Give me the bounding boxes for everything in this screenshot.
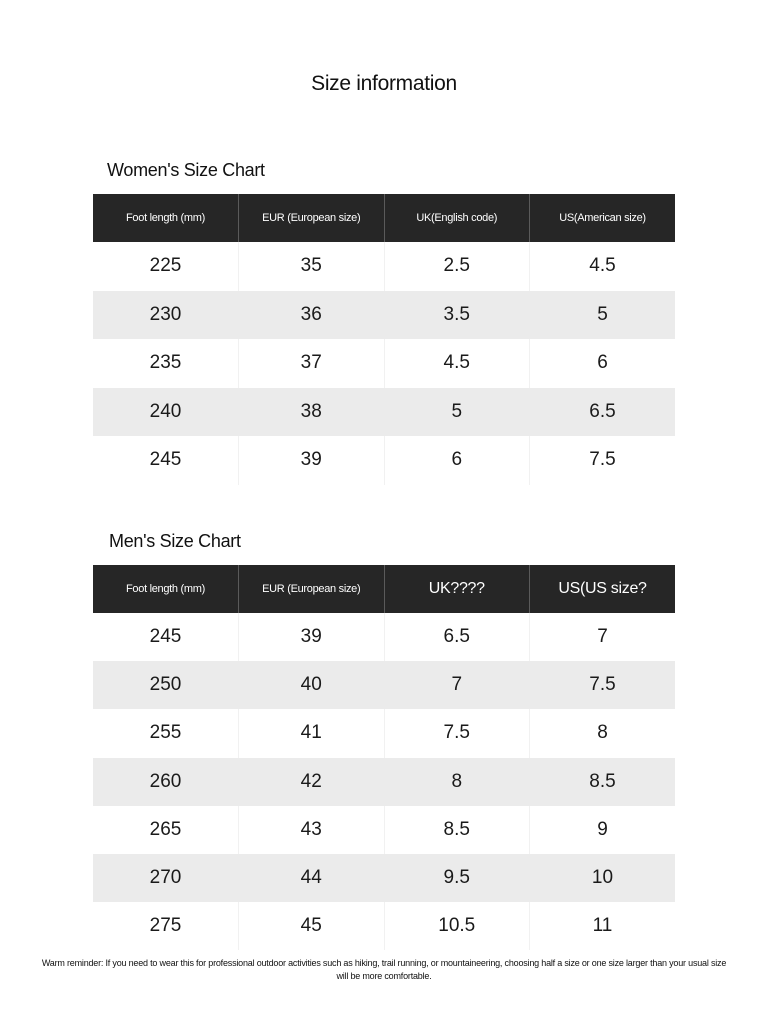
table-cell: 225 <box>149 255 182 277</box>
table-cell: 5 <box>530 291 676 340</box>
mens-size-chart-title: Men's Size Chart <box>109 531 241 551</box>
table-cell: 40 <box>239 661 385 709</box>
header-eur-size: EUR (European size) <box>239 565 385 613</box>
table-cell: 3.5 <box>384 291 530 340</box>
table-cell: 7.5 <box>530 436 676 485</box>
table-row <box>93 854 675 902</box>
header-us-size: US(American size) <box>530 194 676 242</box>
table-cell: 8.5 <box>384 806 530 854</box>
table-cell: 42 <box>239 758 385 806</box>
table-cell: 45 <box>239 902 385 950</box>
table-cell: 270 <box>93 854 239 902</box>
table-cell: 6 <box>530 339 676 388</box>
table-cell: 43 <box>239 806 385 854</box>
table-cell: 8.5 <box>530 758 676 806</box>
table-cell: 10.5 <box>384 902 530 950</box>
table-cell: 7.5 <box>530 661 676 709</box>
table-row <box>93 339 675 388</box>
table-cell: 9.5 <box>384 854 530 902</box>
table-cell: 39 <box>239 613 385 661</box>
table-cell: 7.5 <box>384 709 530 757</box>
table-cell: 4.5 <box>530 242 676 291</box>
table-cell: 37 <box>239 339 385 388</box>
table-cell: 260 <box>93 758 239 806</box>
table-cell: 41 <box>239 709 385 757</box>
table-cell: 4.5 <box>384 339 530 388</box>
header-foot-length: Foot length (mm) <box>93 194 239 242</box>
table-cell: 36 <box>239 291 385 340</box>
table-cell: 245 <box>149 626 182 648</box>
header-eur-size: EUR (European size) <box>239 194 385 242</box>
table-row <box>93 806 675 854</box>
table-cell: 250 <box>93 661 239 709</box>
table-cell: 9 <box>530 806 676 854</box>
warm-reminder-note: Warm reminder: If you need to wear this for professional outdoor activities such as hiking, trail running, or mountaineering, choosing half a size or one size larger than your usual size will be more comfortable. <box>41 958 727 981</box>
womens-size-chart-title: Women's Size Chart <box>107 160 265 180</box>
table-cell: 44 <box>239 854 385 902</box>
header-us-size: US(US size? <box>530 565 676 613</box>
table-row <box>93 613 675 661</box>
table-cell: 2.5 <box>384 242 530 291</box>
table-cell: 11 <box>530 902 676 950</box>
header-uk-size: UK(English code) <box>384 194 530 242</box>
table-cell: 10 <box>530 854 676 902</box>
header-uk-size: UK???? <box>384 565 530 613</box>
mens-size-table <box>93 565 675 950</box>
table-cell: 35 <box>239 242 385 291</box>
table-cell: 39 <box>239 436 385 485</box>
table-cell: 6.5 <box>384 613 530 661</box>
table-row <box>93 388 675 437</box>
table-cell: 230 <box>93 291 239 340</box>
table-cell: 235 <box>149 352 182 374</box>
table-cell: 7 <box>530 613 676 661</box>
table-cell: 7 <box>384 661 530 709</box>
table-cell: 255 <box>149 722 182 744</box>
table-row <box>93 902 675 950</box>
table-cell: 245 <box>149 449 182 471</box>
table-cell: 8 <box>384 758 530 806</box>
table-header-row <box>93 565 675 613</box>
table-row <box>93 436 675 485</box>
table-cell: 8 <box>530 709 676 757</box>
table-cell: 5 <box>384 388 530 437</box>
table-row <box>93 242 675 291</box>
table-cell: 6.5 <box>530 388 676 437</box>
table-row <box>93 709 675 757</box>
header-foot-length: Foot length (mm) <box>93 565 239 613</box>
table-cell: 6 <box>384 436 530 485</box>
table-row <box>93 291 675 340</box>
table-row <box>93 758 675 806</box>
table-cell: 265 <box>149 818 182 840</box>
table-cell: 38 <box>239 388 385 437</box>
table-cell: 275 <box>149 915 182 937</box>
table-row <box>93 661 675 709</box>
page-title: Size information <box>311 72 457 95</box>
womens-size-table <box>93 194 675 485</box>
table-cell: 240 <box>93 388 239 437</box>
table-header-row <box>93 194 675 242</box>
